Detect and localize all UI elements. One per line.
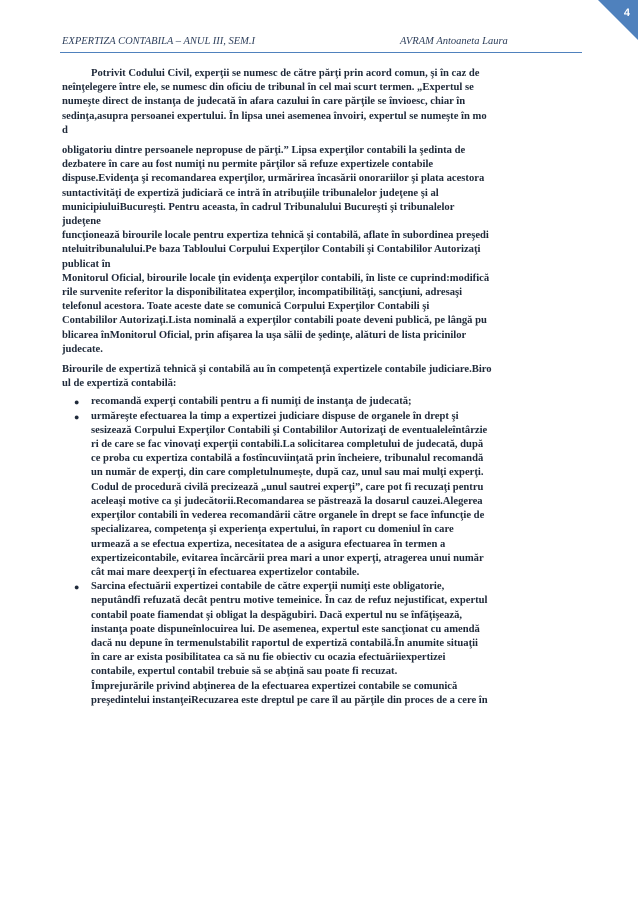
text-line: neputândfi refuzată decât pentru motive temeinice. În caz de refuz nejustificat, expertul	[91, 595, 488, 607]
text-line: suntactivităţi de expertiză judiciară ce intră în atribuţiile tribunalelor judeţene şi al	[62, 187, 439, 199]
text-line: Monitorul Oficial, birourile locale ţin evidenţa experţilor contabili, în liste ce cuprind:modifică	[62, 272, 490, 284]
text-line: judecate.	[62, 343, 103, 355]
text-line: Birourile de expertiză tehnică şi contabilă au în competenţă expertizele contabile judiciare.Biro	[62, 364, 492, 376]
text-line: contabile, expertul contabil trebuie să se abţină sau poate fi recuzat.	[91, 666, 398, 678]
text-line: publicat în	[62, 258, 111, 270]
text-line: în care ar exista posibilitatea ca să nu fie obiectiv cu ocazia efectuăriiexpertizei	[91, 652, 446, 664]
header-divider	[60, 52, 582, 53]
text-line: instanţa poate dispuneînlocuirea lui. De asemenea, expertul este sancţionat cu amendă	[91, 623, 480, 635]
text-line: d	[62, 124, 68, 136]
text-line: experţilor contabili în vederea recomandării către organele în drept se face înfuncţie de	[91, 510, 485, 522]
text-line: un număr de experţi, din care completulnumeşte, după caz, unul sau mai mulţi experţi.	[91, 467, 484, 479]
text-line: urmăreşte efectuarea la timp a expertizei judiciare dispuse de organele în drept şi	[91, 410, 459, 422]
text-line: rile survenite referitor la disponibilitatea experţilor, incompatibilităţi, sancţiuni, adresaşi	[62, 287, 463, 299]
text-line: aceleaşi motive ca şi judecătorii.Recomandarea se păstrează la dosarul cauzei.Alegerea	[91, 495, 483, 507]
text-line: recomandă experţi contabili pentru a fi numiţi de instanţa de judecată;	[91, 396, 412, 408]
bullet-icon: ●	[74, 582, 80, 593]
text-line: dispuse.Evidenţa şi recomandarea experţilor, urmărirea încasării onorariilor şi plata acestora	[62, 173, 485, 185]
text-line: sedinţa,asupra persoanei expertului. În lipsa unei asemenea învoiri, expertul se numeşte în mo	[62, 110, 487, 122]
text-line: Sarcina efectuării expertizei contabile de către experţii numiţi este obligatorie,	[91, 581, 445, 593]
text-line: Contabililor Autorizaţi.Lista nominală a experţilor contabili poate deveni publică, pe lângă pu	[62, 315, 487, 327]
text-line: Împrejurările privind abţinerea de la efectuarea expertizei contabile se comunică	[91, 680, 458, 692]
bullet-icon: ●	[74, 397, 80, 408]
text-line: nteluitribunalului.Pe baza Tabloului Corpului Experţilor Contabili şi Contabililor Autorizaţi	[62, 244, 481, 256]
list-item	[62, 395, 580, 409]
bullet-list	[62, 395, 580, 707]
paragraph-evidence	[62, 144, 580, 357]
header-course-title: EXPERTIZA CONTABILA – ANUL III, SEM.I	[62, 36, 255, 47]
paragraph-civil-code	[62, 67, 580, 138]
list-item	[62, 580, 580, 708]
text-line: Codul de procedură civilă precizează „unul sautrei experţi”, care pot fi recuzaţi pentru	[91, 481, 484, 493]
bullet-icon: ●	[74, 411, 80, 422]
text-line: urmează a se efectua expertiza, necesitatea de a asigura efectuarea în termen a	[91, 538, 446, 550]
header-author: AVRAM Antoaneta Laura	[400, 36, 508, 47]
text-line: obligatoriu dintre persoanele nepropuse de părţi.” Lipsa experţilor contabili la şedinta de	[62, 145, 466, 157]
text-line: dezbatere în care au fost numiţi nu permite părţilor să refuze expertizele contabile	[62, 159, 434, 171]
text-line: expertizeicontabile, evitarea încărcării prea mari a unor experţi, atragerea unui număr	[91, 552, 484, 564]
document-body	[62, 67, 580, 708]
text-line: judeţene	[62, 216, 101, 228]
text-line: ri de care se fac vinovaţi experţii contabili.La solicitarea completului de judecată, după	[91, 439, 484, 451]
text-line: preşedintelui instanţeiRecuzarea este dreptul pe care îl au părţile din proces de a cere în	[91, 694, 488, 706]
list-item	[62, 410, 580, 580]
text-line: neînţelegere între ele, se numesc din oficiu de tribunal în cel mai scurt termen. „Expertul se	[62, 82, 474, 94]
text-line: telefonul acestora. Toate aceste date se comunică Corpului Experţilor Contabili şi	[62, 301, 430, 313]
text-line: Potrivit Codului Civil, experţii se numesc de către părţi prin acord comun, şi în caz de	[91, 68, 480, 79]
text-line: blicarea înMonitorul Oficial, prin afişarea la uşa sălii de şedinţe, alături de lista pricinilor	[62, 329, 467, 341]
text-line: ce proba cu expertiza contabilă a fostîncuviinţată prin încheiere, tribunalul recomandă	[91, 453, 484, 465]
paragraph-offices	[62, 363, 580, 391]
text-line: municipiuluiBucureşti. Pentru aceasta, în cadrul Tribunalului Bucureşti şi tribunalelor	[62, 201, 455, 213]
text-line: cât mai mare deexperţi în efectuarea expertizelor contabile.	[91, 566, 360, 578]
page-number: 4	[623, 7, 630, 19]
text-line: contabil poate fiamendat şi obligat la despăgubiri. Dacă expertul nu se înfăţişează,	[91, 609, 463, 621]
text-line: sesizează Corpului Experţilor Contabili şi Contabililor Autorizaţi de eventualeleîntârzie	[91, 424, 488, 436]
text-line: dacă nu depune în termenulstabilit raportul de expertiză contabilă.În anumite situaţii	[91, 637, 478, 649]
text-line: funcţionează birourile locale pentru expertiza tehnică şi contabilă, aflate în subordinea preşedi	[62, 230, 489, 242]
text-line: numeşte direct de instanţa de judecată în afara cazului în care părţile se învioesc, chiar în	[62, 96, 466, 108]
text-line: specializarea, competenţa şi experienţa expertului, în raport cu domeniul în care	[91, 524, 454, 536]
text-line: ul de expertiză contabilă:	[62, 378, 177, 390]
page-corner-tab	[598, 0, 638, 40]
